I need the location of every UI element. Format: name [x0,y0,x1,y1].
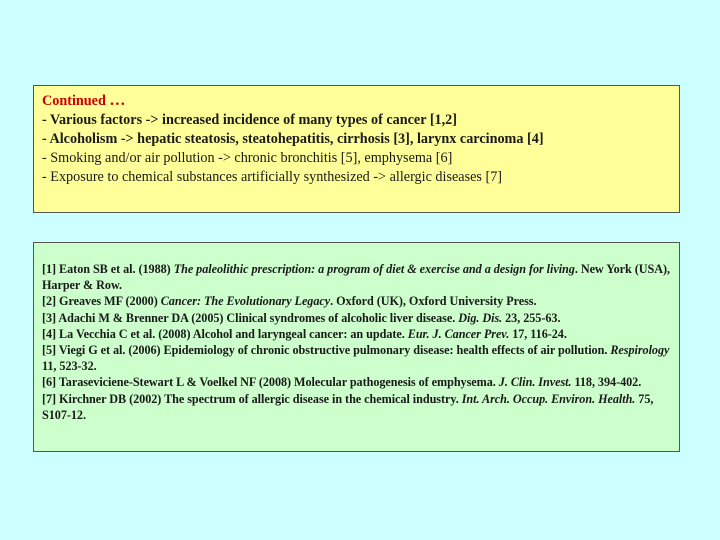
continued-label: Continued [42,93,106,109]
reference-text: [7] Kirchner DB (2002) The spectrum of allergic disease in the chemical industry. [42,391,462,406]
reference-journal: Int. Arch. Occup. Environ. Health. [461,391,636,406]
reference-text: . Oxford (UK), Oxford University Press. [330,294,537,309]
continued-ellipsis: … [109,92,126,109]
reference-7 [42,391,671,423]
reference-text: [2] Greaves MF (2000) [42,294,161,309]
reference-title: The paleolithic prescription: a program of diet & exercise and a design for living [173,262,575,276]
reference-text: [6] Taraseviciene-Stewart L & Voelkel NF (2008) Molecular pathogenesis of emphysema. [42,375,499,390]
reference-journal: J. Clin. Invest. [498,375,572,390]
reference-text: [4] La Vecchia C et al. (2008) Alcohol and laryngeal cancer: an update. [42,326,408,341]
reference-text: . New York (USA), Harper & Row. [42,262,671,293]
reference-text: [3] Adachi M & Brenner DA (2005) Clinical syndromes of alcoholic liver disease. [42,310,459,325]
reference-2 [42,293,671,309]
references-box [33,242,680,452]
reference-text: [5] Viegi G et al. (2006) Epidemiology of chronic obstructive pulmonary disease: health effects of air pollution. [42,343,611,358]
reference-text: [1] Eaton SB et al. (1988) [42,262,174,276]
reference-journal: Eur. J. Cancer Prev. [407,326,510,341]
reference-4 [42,326,671,342]
reference-3 [42,310,671,326]
reference-title: Cancer: The Evolutionary Legacy [160,294,331,309]
reference-text: 75, S107-12. [42,391,654,422]
reference-1 [42,261,671,293]
reference-text: 23, 255-63. [502,310,561,325]
reference-6 [42,374,671,390]
summary-line-3: - Smoking and/or air pollution -> chronic bronchitis [5], emphysema [6] [42,150,453,166]
reference-journal: Dig. Dis. [458,310,503,325]
summary-line-2: - Alcoholism -> hepatic steatosis, steatohepatitis, cirrhosis [3], larynx carcinoma [4] [42,131,544,147]
reference-text: 11, 523-32. [42,359,97,374]
reference-journal: Respirology [610,343,670,358]
summary-line-4: - Exposure to chemical substances artificially synthesized -> allergic diseases [7] [42,169,503,185]
summary-line-1: - Various factors -> increased incidence of many types of cancer [1,2] [42,112,457,128]
reference-5 [42,342,671,374]
reference-text: 17, 116-24. [509,326,567,341]
summary-box [33,85,680,213]
reference-text: 118, 394-402. [571,375,642,390]
continued-heading [42,91,671,111]
